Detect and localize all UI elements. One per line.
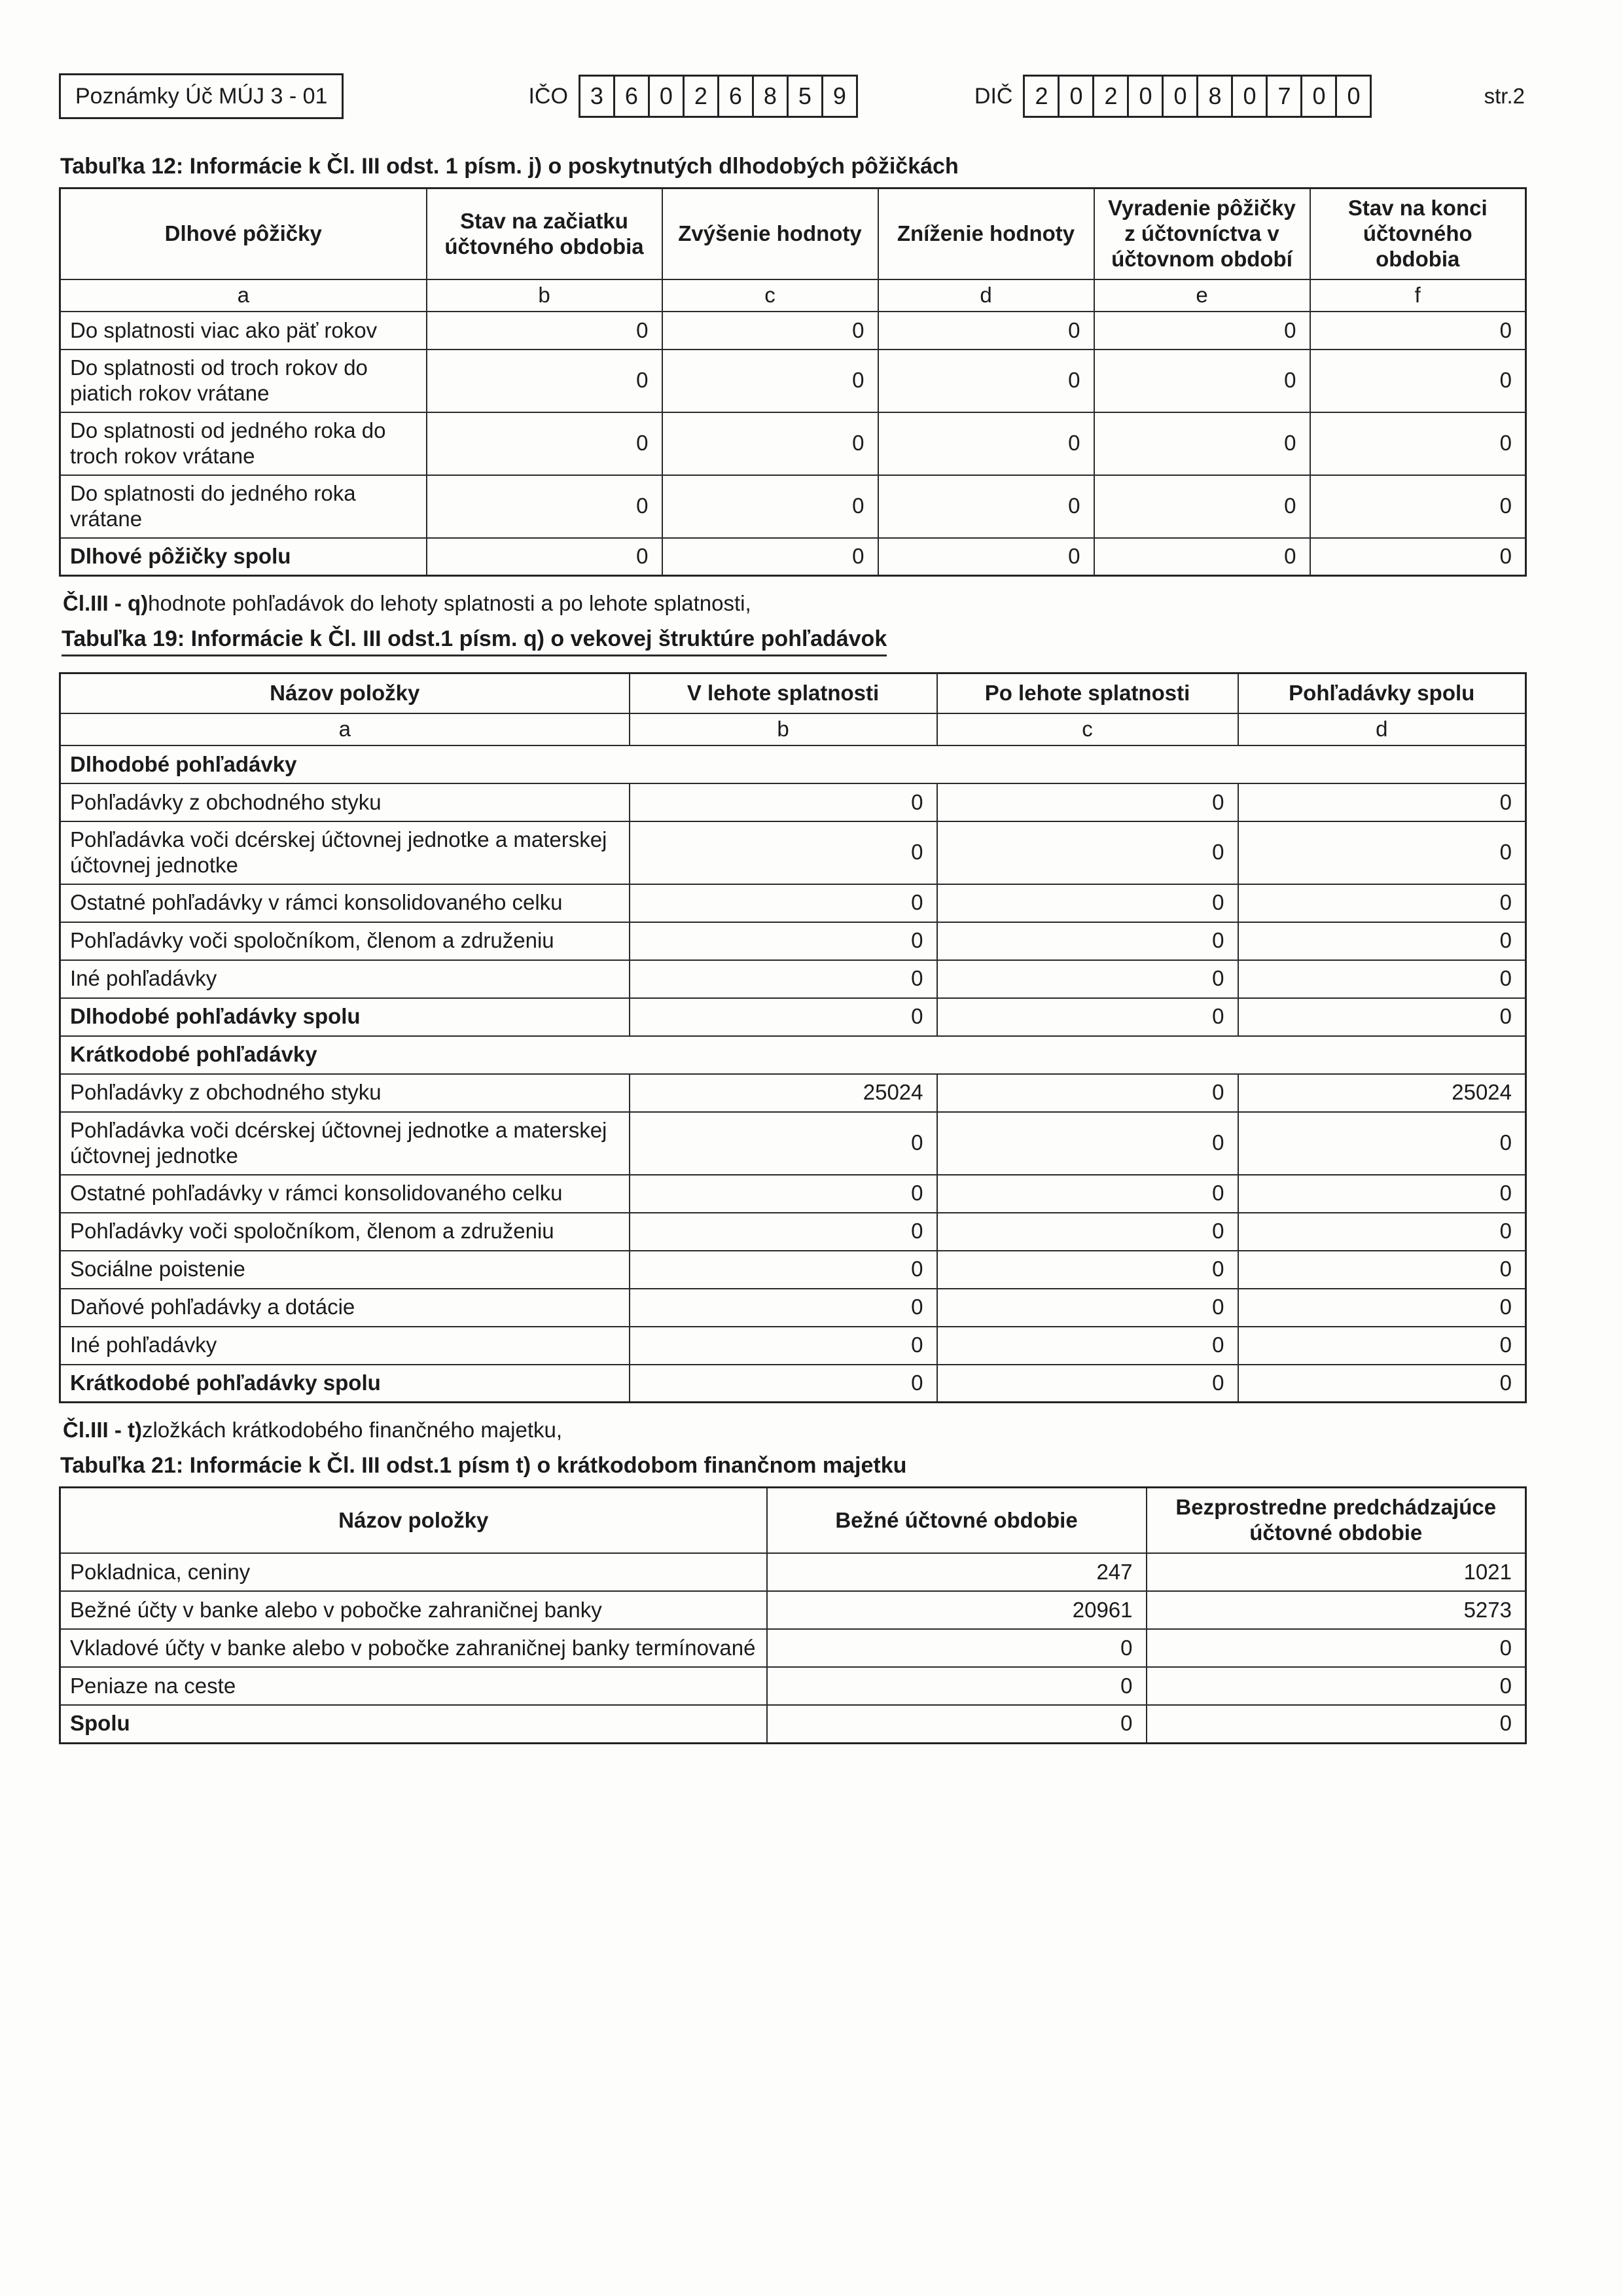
column-letter: c	[662, 279, 878, 312]
digit-box: 0	[1162, 75, 1198, 118]
cell-value: 0	[1238, 960, 1526, 998]
table-row	[60, 412, 1526, 475]
column-letter: d	[1238, 713, 1526, 745]
cell-value: 0	[1238, 998, 1526, 1036]
cell-value: 0	[937, 884, 1238, 922]
column-header: Dlhové pôžičky	[60, 188, 427, 279]
note-clause-q	[63, 591, 1525, 617]
cell-value: 0	[767, 1705, 1147, 1743]
row-label: Dlhodobé pohľadávky spolu	[60, 998, 630, 1036]
cell-value: 0	[630, 998, 937, 1036]
cell-value: 1021	[1147, 1553, 1526, 1591]
cell-value: 0	[630, 1112, 937, 1175]
note-clause-t-text: zložkách krátkodobého finančného majetku,	[141, 1418, 563, 1443]
cell-value: 0	[937, 1213, 1238, 1251]
row-label: Pohľadávky voči spoločníkom, členom a združeniu	[60, 922, 630, 960]
cell-value: 0	[1238, 922, 1526, 960]
cell-value: 0	[878, 412, 1094, 475]
table-12-long-term-loans	[59, 187, 1527, 577]
column-header: Stav na konci účtovného obdobia	[1310, 188, 1526, 279]
row-label: Dlhové pôžičky spolu	[60, 538, 427, 576]
note-clause-q-text: hodnote pohľadávok do lehoty splatnosti a po lehote splatnosti,	[148, 591, 751, 616]
column-letter: b	[630, 713, 937, 745]
digit-box: 8	[752, 75, 789, 118]
column-header: Názov položky	[60, 673, 630, 713]
cell-value: 0	[878, 475, 1094, 538]
row-label: Krátkodobé pohľadávky	[60, 1036, 1526, 1074]
row-label: Pohľadávky z obchodného styku	[60, 783, 630, 821]
row-label: Sociálne poistenie	[60, 1251, 630, 1289]
cell-value: 0	[630, 1327, 937, 1365]
column-letter-row	[60, 279, 1526, 312]
cell-value: 0	[427, 412, 662, 475]
row-label: Iné pohľadávky	[60, 1327, 630, 1365]
table-row	[60, 1629, 1526, 1667]
cell-value: 0	[878, 538, 1094, 576]
dic-label: DIČ	[974, 83, 1013, 109]
row-label: Krátkodobé pohľadávky spolu	[60, 1365, 630, 1403]
row-label: Dlhodobé pohľadávky	[60, 745, 1526, 783]
section-row	[60, 745, 1526, 783]
dic-digit-boxes	[1023, 75, 1372, 118]
column-letter: e	[1094, 279, 1310, 312]
cell-value: 0	[1147, 1629, 1526, 1667]
row-label: Peniaze na ceste	[60, 1667, 767, 1705]
digit-box: 0	[1231, 75, 1268, 118]
column-letter: b	[427, 279, 662, 312]
column-letter: a	[60, 713, 630, 745]
cell-value: 0	[1310, 350, 1526, 412]
digit-box: 0	[1127, 75, 1164, 118]
column-header: Zvýšenie hodnoty	[662, 188, 878, 279]
cell-value: 0	[662, 312, 878, 350]
digit-box: 2	[1092, 75, 1129, 118]
table-row	[60, 960, 1526, 998]
digit-box: 6	[717, 75, 754, 118]
column-header: Po lehote splatnosti	[937, 673, 1238, 713]
cell-value: 0	[937, 1289, 1238, 1327]
table-row	[60, 1289, 1526, 1327]
cell-value: 0	[630, 960, 937, 998]
cell-value: 0	[1147, 1667, 1526, 1705]
cell-value: 0	[937, 960, 1238, 998]
digit-box: 0	[1058, 75, 1094, 118]
page-number: str.2	[1484, 83, 1525, 108]
table-row	[60, 1175, 1526, 1213]
cell-value: 0	[630, 821, 937, 884]
row-label: Do splatnosti do jedného roka vrátane	[60, 475, 427, 538]
column-header: Názov položky	[60, 1488, 767, 1553]
cell-value: 0	[1238, 884, 1526, 922]
row-label: Bežné účty v banke alebo v pobočke zahraničnej banky	[60, 1591, 767, 1629]
table-row	[60, 1112, 1526, 1175]
cell-value: 0	[937, 1251, 1238, 1289]
ico-label: IČO	[528, 83, 568, 109]
table-row	[60, 1553, 1526, 1591]
table-row	[60, 312, 1526, 350]
cell-value: 25024	[1238, 1074, 1526, 1112]
table-row	[60, 350, 1526, 412]
table12-title: Tabuľka 12: Informácie k Čl. III odst. 1 písm. j) o poskytnutých dlhodobých pôžičkách	[60, 154, 959, 179]
digit-box: 0	[1300, 75, 1337, 118]
row-label: Spolu	[60, 1705, 767, 1743]
header-row	[60, 673, 1526, 713]
cell-value: 0	[1238, 1365, 1526, 1403]
column-header: Zníženie hodnoty	[878, 188, 1094, 279]
header-row	[60, 188, 1526, 279]
cell-value: 0	[630, 1175, 937, 1213]
table-row	[60, 1213, 1526, 1251]
column-header: Bežné účtovné obdobie	[767, 1488, 1147, 1553]
column-letter: c	[937, 713, 1238, 745]
table-row	[60, 922, 1526, 960]
row-label: Pohľadávky voči spoločníkom, členom a združeniu	[60, 1213, 630, 1251]
table-row	[60, 884, 1526, 922]
row-label: Do splatnosti od troch rokov do piatich rokov vrátane	[60, 350, 427, 412]
cell-value: 247	[767, 1553, 1147, 1591]
cell-value: 0	[630, 783, 937, 821]
cell-value: 25024	[630, 1074, 937, 1112]
cell-value: 0	[630, 1213, 937, 1251]
column-letter: d	[878, 279, 1094, 312]
cell-value: 0	[937, 1175, 1238, 1213]
row-label: Do splatnosti od jedného roka do troch rokov vrátane	[60, 412, 427, 475]
digit-box: 5	[787, 75, 823, 118]
digit-box: 2	[1023, 75, 1060, 118]
column-header: Stav na začiatku účtovného obdobia	[427, 188, 662, 279]
row-label: Pohľadávky z obchodného styku	[60, 1074, 630, 1112]
cell-value: 0	[630, 1289, 937, 1327]
cell-value: 0	[630, 1251, 937, 1289]
column-letter: f	[1310, 279, 1526, 312]
table-row	[60, 475, 1526, 538]
digit-box: 0	[648, 75, 685, 118]
cell-value: 0	[1310, 538, 1526, 576]
column-header: Bezprostredne predchádzajúce účtovné obdobie	[1147, 1488, 1526, 1553]
digit-box: 3	[579, 75, 615, 118]
cell-value: 0	[1094, 412, 1310, 475]
form-id-box: Poznámky Úč MÚJ 3 - 01	[59, 73, 344, 119]
table-row	[60, 538, 1526, 576]
cell-value: 0	[1238, 1251, 1526, 1289]
table-19-receivables-age-structure	[59, 672, 1527, 1403]
cell-value: 0	[662, 475, 878, 538]
cell-value: 0	[427, 350, 662, 412]
note-clause-t-prefix: Čl.III - t)	[63, 1418, 142, 1443]
ico-field	[528, 75, 857, 118]
cell-value: 0	[937, 1365, 1238, 1403]
cell-value: 0	[937, 783, 1238, 821]
cell-value: 0	[1310, 475, 1526, 538]
cell-value: 0	[1238, 1175, 1526, 1213]
digit-box: 2	[683, 75, 719, 118]
table-21-short-term-financial-assets	[59, 1486, 1527, 1744]
cell-value: 0	[662, 350, 878, 412]
cell-value: 0	[937, 998, 1238, 1036]
row-label: Pokladnica, ceniny	[60, 1553, 767, 1591]
digit-box: 9	[821, 75, 858, 118]
cell-value: 0	[937, 922, 1238, 960]
dic-field	[974, 75, 1372, 118]
cell-value: 0	[937, 1327, 1238, 1365]
page-header	[59, 73, 1525, 119]
cell-value: 0	[427, 475, 662, 538]
cell-value: 0	[937, 821, 1238, 884]
cell-value: 20961	[767, 1591, 1147, 1629]
header-row	[60, 1488, 1526, 1553]
cell-value: 0	[630, 884, 937, 922]
cell-value: 5273	[1147, 1591, 1526, 1629]
cell-value: 0	[1094, 350, 1310, 412]
cell-value: 0	[878, 350, 1094, 412]
cell-value: 0	[1094, 312, 1310, 350]
table-row	[60, 1705, 1526, 1743]
cell-value: 0	[1238, 1327, 1526, 1365]
column-header: Vyradenie pôžičky z účtovníctva v účtovnom období	[1094, 188, 1310, 279]
cell-value: 0	[662, 412, 878, 475]
digit-box: 7	[1266, 75, 1302, 118]
table19-title: Tabuľka 19: Informácie k Čl. III odst.1 písm. q) o vekovej štruktúre pohľadávok	[62, 626, 887, 656]
row-label: Pohľadávka voči dcérskej účtovnej jednotke a materskej účtovnej jednotke	[60, 1112, 630, 1175]
table-row	[60, 783, 1526, 821]
table-row	[60, 1251, 1526, 1289]
row-label: Iné pohľadávky	[60, 960, 630, 998]
cell-value: 0	[427, 312, 662, 350]
cell-value: 0	[1238, 1289, 1526, 1327]
table-row	[60, 821, 1526, 884]
row-label: Ostatné pohľadávky v rámci konsolidovaného celku	[60, 1175, 630, 1213]
row-label: Pohľadávka voči dcérskej účtovnej jednotke a materskej účtovnej jednotke	[60, 821, 630, 884]
table-row	[60, 1365, 1526, 1403]
cell-value: 0	[1310, 412, 1526, 475]
note-clause-t	[63, 1418, 1525, 1443]
cell-value: 0	[1310, 312, 1526, 350]
cell-value: 0	[767, 1667, 1147, 1705]
table-row	[60, 1591, 1526, 1629]
table-row	[60, 998, 1526, 1036]
cell-value: 0	[1238, 1112, 1526, 1175]
row-label: Vkladové účty v banke alebo v pobočke zahraničnej banky termínované	[60, 1629, 767, 1667]
cell-value: 0	[1094, 475, 1310, 538]
cell-value: 0	[937, 1112, 1238, 1175]
cell-value: 0	[878, 312, 1094, 350]
table-row	[60, 1327, 1526, 1365]
cell-value: 0	[937, 1074, 1238, 1112]
table-row	[60, 1667, 1526, 1705]
cell-value: 0	[1238, 1213, 1526, 1251]
cell-value: 0	[1238, 783, 1526, 821]
column-letter: a	[60, 279, 427, 312]
digit-box: 6	[613, 75, 650, 118]
cell-value: 0	[767, 1629, 1147, 1667]
row-label: Ostatné pohľadávky v rámci konsolidovaného celku	[60, 884, 630, 922]
ico-digit-boxes	[579, 75, 858, 118]
section-row	[60, 1036, 1526, 1074]
column-header: V lehote splatnosti	[630, 673, 937, 713]
column-header: Pohľadávky spolu	[1238, 673, 1526, 713]
digit-box: 0	[1335, 75, 1372, 118]
cell-value: 0	[1238, 821, 1526, 884]
digit-box: 8	[1196, 75, 1233, 118]
cell-value: 0	[1147, 1705, 1526, 1743]
row-label: Daňové pohľadávky a dotácie	[60, 1289, 630, 1327]
cell-value: 0	[662, 538, 878, 576]
cell-value: 0	[1094, 538, 1310, 576]
row-label: Do splatnosti viac ako päť rokov	[60, 312, 427, 350]
table21-title: Tabuľka 21: Informácie k Čl. III odst.1 písm t) o krátkodobom finančnom majetku	[60, 1453, 907, 1479]
cell-value: 0	[630, 1365, 937, 1403]
table-row	[60, 1074, 1526, 1112]
cell-value: 0	[630, 922, 937, 960]
cell-value: 0	[427, 538, 662, 576]
note-clause-q-prefix: Čl.III - q)	[63, 591, 149, 616]
column-letter-row	[60, 713, 1526, 745]
